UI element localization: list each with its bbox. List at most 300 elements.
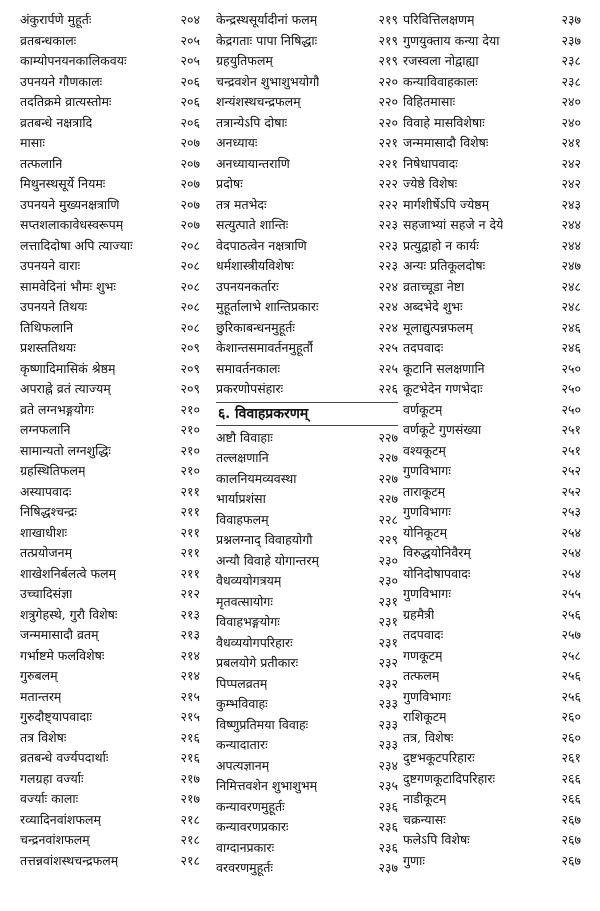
entry-title: विवाहे मासविशेषाः bbox=[403, 114, 485, 130]
contents-entry bbox=[403, 400, 581, 421]
contents-entry bbox=[20, 215, 200, 236]
contents-entry bbox=[20, 830, 200, 851]
entry-page-number: २३० bbox=[378, 552, 398, 568]
contents-entry bbox=[216, 256, 398, 277]
entry-page-number: २३१ bbox=[378, 614, 398, 629]
contents-column-3 bbox=[403, 10, 581, 871]
entry-title: ग्रहस्थितिफलम् bbox=[20, 463, 86, 478]
entry-page-number: २०७ bbox=[180, 155, 200, 171]
entry-title: अपत्यज्ञानम् bbox=[216, 757, 270, 773]
contents-entry bbox=[403, 461, 581, 482]
contents-entry bbox=[403, 72, 581, 93]
contents-entry bbox=[20, 400, 200, 421]
contents-entry bbox=[403, 543, 581, 564]
contents-entry bbox=[403, 154, 581, 175]
entry-page-number: २२७ bbox=[378, 450, 398, 465]
contents-entry bbox=[403, 748, 581, 769]
contents-entry bbox=[216, 428, 398, 449]
entry-page-number: २३८ bbox=[561, 53, 581, 68]
entry-page-number: २३७ bbox=[561, 12, 581, 27]
entry-title: वश्यकूटम् bbox=[403, 442, 446, 458]
contents-entry bbox=[20, 789, 200, 810]
entry-title: विवाहभङ्गयोगः bbox=[216, 614, 280, 629]
entry-page-number: २०८ bbox=[180, 237, 200, 253]
entry-page-number: २२४ bbox=[378, 299, 398, 314]
contents-entry bbox=[20, 359, 200, 380]
entry-page-number: २२० bbox=[378, 94, 398, 109]
entry-title: सहजाभ्यां सहजे न देये bbox=[403, 217, 504, 232]
contents-entry bbox=[403, 830, 581, 851]
entry-title: गलग्रहा वर्ज्याः bbox=[20, 770, 84, 786]
entry-title: मृतवत्सायोगः bbox=[216, 593, 273, 609]
contents-entry bbox=[20, 133, 200, 154]
entry-title: चन्द्रनवांशफलम् bbox=[20, 832, 90, 847]
entry-page-number: २२२ bbox=[378, 176, 398, 191]
entry-title: प्रकरणोपसंहारः bbox=[216, 381, 284, 396]
entry-page-number: २१३ bbox=[180, 627, 200, 642]
contents-entry bbox=[20, 31, 200, 52]
entry-page-number: २१४ bbox=[180, 668, 200, 683]
entry-title: रजस्वला नोद्वाह्या bbox=[403, 53, 479, 68]
contents-entry bbox=[216, 776, 398, 797]
contents-entry bbox=[20, 502, 200, 523]
entry-page-number: २१९ bbox=[378, 12, 398, 27]
contents-entry bbox=[20, 420, 200, 441]
contents-entry bbox=[403, 789, 581, 810]
entry-page-number: २३६ bbox=[378, 798, 398, 814]
contents-entry bbox=[20, 728, 200, 749]
entry-title: अन्यौ विवाहे योगान्तरम् bbox=[216, 552, 320, 568]
contents-entry bbox=[20, 523, 200, 544]
entry-page-number: २०७ bbox=[180, 217, 200, 232]
contents-entry bbox=[403, 564, 581, 585]
contents-entry bbox=[20, 318, 200, 339]
contents-entry bbox=[403, 502, 581, 523]
entry-page-number: २३३ bbox=[378, 716, 398, 732]
entry-title: शाखाधीशः bbox=[20, 524, 68, 540]
contents-entry bbox=[20, 154, 200, 175]
entry-title: निषिद्धश्चन्द्रः bbox=[20, 504, 77, 519]
contents-entry bbox=[216, 510, 398, 531]
entry-title: तत्प्रयोजनम् bbox=[20, 545, 73, 560]
entry-page-number: २२४ bbox=[378, 319, 398, 335]
entry-page-number: २४७ bbox=[561, 258, 581, 273]
entry-page-number: २०७ bbox=[180, 176, 200, 191]
entry-title: तत्र मतभेदः bbox=[216, 196, 267, 212]
contents-entry bbox=[216, 735, 398, 756]
contents-entry bbox=[403, 646, 581, 667]
entry-title: विहितमासाः bbox=[403, 94, 456, 109]
entry-title: विरुद्धयोनिवैरम् bbox=[403, 545, 471, 560]
contents-entry bbox=[20, 113, 200, 134]
entry-title: पिप्पलव्रतम् bbox=[216, 675, 268, 691]
entry-title: कृष्णादिमासिकं श्रेष्ठम् bbox=[20, 360, 116, 376]
entry-page-number: २५७ bbox=[561, 627, 581, 642]
contents-entry bbox=[20, 441, 200, 462]
entry-title: कन्यादातारः bbox=[216, 737, 268, 752]
entry-title: गणकूटम् bbox=[403, 647, 443, 663]
entry-page-number: २५५ bbox=[561, 586, 581, 601]
contents-entry bbox=[403, 769, 581, 790]
entry-page-number: २३७ bbox=[561, 32, 581, 48]
entry-title: निमित्तवशेन शुभाशुभम् bbox=[216, 778, 318, 793]
entry-page-number: २०५ bbox=[180, 32, 200, 48]
contents-entry bbox=[403, 728, 581, 749]
entry-page-number: २०९ bbox=[180, 381, 200, 396]
contents-entry bbox=[216, 10, 398, 31]
contents-entry bbox=[403, 810, 581, 831]
entry-page-number: २२५ bbox=[378, 340, 398, 355]
contents-entry bbox=[403, 31, 581, 52]
entry-title: प्रबलयोगे प्रतीकारः bbox=[216, 655, 299, 670]
entry-title: व्रताच्चूडा नेष्टा bbox=[403, 278, 465, 294]
entry-page-number: २२३ bbox=[378, 237, 398, 253]
entry-page-number: २३२ bbox=[378, 655, 398, 670]
entry-page-number: २५३ bbox=[561, 504, 581, 519]
contents-entry bbox=[20, 297, 200, 318]
entry-title: ग्रहयुतिफलम् bbox=[216, 53, 273, 68]
entry-page-number: २०८ bbox=[180, 299, 200, 314]
contents-entry bbox=[216, 592, 398, 613]
contents-entry bbox=[216, 379, 398, 400]
entry-page-number: २०८ bbox=[180, 258, 200, 273]
contents-entry bbox=[216, 674, 398, 695]
entry-page-number: २०९ bbox=[180, 340, 200, 355]
entry-title: सामवेदिनां भौमः शुभः bbox=[20, 278, 116, 294]
entry-title: मुहूर्तालाभे शान्तिप्रकारः bbox=[216, 299, 319, 314]
entry-title: रव्यादिनवांशफलम् bbox=[20, 811, 101, 827]
entry-title: अस्यापवादः bbox=[20, 483, 72, 499]
entry-title: मतान्तरम् bbox=[20, 688, 62, 704]
contents-entry bbox=[403, 666, 581, 687]
contents-entry bbox=[403, 51, 581, 72]
entry-page-number: २११ bbox=[180, 565, 200, 581]
entry-page-number: २११ bbox=[180, 504, 200, 519]
contents-entry bbox=[20, 92, 200, 113]
entry-page-number: २३२ bbox=[378, 675, 398, 691]
entry-title: व्रतबन्धे वर्ज्यपदार्थाः bbox=[20, 750, 109, 765]
entry-page-number: २५२ bbox=[561, 463, 581, 478]
contents-entry bbox=[20, 379, 200, 400]
entry-page-number: २१५ bbox=[180, 688, 200, 704]
entry-title: तत्रान्येऽपि दोषाः bbox=[216, 114, 288, 130]
entry-title: उपनयने तिथयः bbox=[20, 299, 88, 314]
entry-title: व्रतबन्धे नक्षत्रादि bbox=[20, 114, 93, 130]
entry-title: कालनियमव्यवस्था bbox=[216, 470, 297, 486]
entry-title: काम्योपनयनकालिकवयः bbox=[20, 53, 127, 68]
contents-entry bbox=[20, 666, 200, 687]
contents-entry bbox=[403, 256, 581, 277]
entry-page-number: २११ bbox=[180, 524, 200, 540]
entry-page-number: २२९ bbox=[378, 532, 398, 547]
entry-page-number: २६७ bbox=[561, 852, 581, 868]
entry-title: समावर्तनकालः bbox=[216, 360, 281, 376]
contents-entry bbox=[20, 256, 200, 277]
entry-page-number: २६६ bbox=[561, 791, 581, 806]
entry-title: कन्यावरणमुहूर्तः bbox=[216, 798, 285, 814]
entry-title: ग्रहमैत्री bbox=[403, 606, 435, 622]
entry-page-number: २०७ bbox=[180, 196, 200, 212]
contents-entry bbox=[20, 482, 200, 503]
entry-title: उपनयने वाराः bbox=[20, 258, 81, 273]
entry-title: गर्भाष्टमे फलविशेषः bbox=[20, 647, 105, 663]
entry-page-number: २५६ bbox=[561, 668, 581, 683]
entry-title: वैधव्ययोगपरिहारः bbox=[216, 634, 293, 650]
entry-page-number: २३३ bbox=[378, 737, 398, 752]
entry-title: मासाः bbox=[20, 135, 45, 150]
contents-entry bbox=[216, 92, 398, 113]
contents-entry bbox=[20, 707, 200, 728]
entry-title: वर्णकूटम् bbox=[403, 401, 443, 417]
contents-entry bbox=[20, 236, 200, 257]
entry-page-number: २४२ bbox=[561, 155, 581, 171]
entry-page-number: २५१ bbox=[561, 442, 581, 458]
entry-page-number: २०६ bbox=[180, 114, 200, 130]
entry-page-number: २४३ bbox=[561, 196, 581, 212]
entry-page-number: २०७ bbox=[180, 135, 200, 150]
entry-title: गुरुदौष्ट्यापवादाः bbox=[20, 709, 92, 724]
entry-title: कन्याविवाहकालः bbox=[403, 73, 478, 89]
contents-entry bbox=[20, 851, 200, 872]
entry-page-number: २१० bbox=[180, 422, 200, 437]
entry-title: कन्यावरणप्रकारः bbox=[216, 819, 289, 834]
contents-entry bbox=[403, 195, 581, 216]
contents-entry bbox=[20, 195, 200, 216]
entry-title: ताराकूटम् bbox=[403, 483, 446, 499]
contents-entry bbox=[403, 441, 581, 462]
entry-title: विष्णुप्रतिमया विवाहः bbox=[216, 716, 309, 732]
contents-entry bbox=[216, 297, 398, 318]
contents-entry bbox=[20, 461, 200, 482]
entry-title: उपनयने गौणकालः bbox=[20, 73, 103, 89]
entry-title: अनध्यायः bbox=[216, 135, 258, 150]
contents-entry bbox=[216, 715, 398, 736]
contents-entry bbox=[216, 756, 398, 777]
entry-page-number: २१८ bbox=[180, 811, 200, 827]
contents-entry bbox=[403, 482, 581, 503]
entry-page-number: २१७ bbox=[180, 770, 200, 786]
entry-page-number: २१२ bbox=[180, 586, 200, 601]
entry-page-number: २४८ bbox=[561, 278, 581, 294]
entry-title: जन्ममासादौ व्रतम् bbox=[20, 627, 99, 642]
entry-title: वरवरणमुहूर्तः bbox=[216, 860, 273, 875]
contents-entry bbox=[216, 448, 398, 469]
entry-page-number: २१७ bbox=[180, 791, 200, 806]
entry-title: केद्रगताः पापा निषिद्धाः bbox=[216, 32, 318, 48]
entry-page-number: २०४ bbox=[180, 12, 200, 27]
entry-title: गुणविभागः bbox=[403, 504, 451, 519]
entry-page-number: २५६ bbox=[561, 688, 581, 704]
entry-title: अब्दभेदे शुभः bbox=[403, 299, 463, 314]
entry-title: तदपवादः bbox=[403, 340, 444, 355]
contents-entry bbox=[403, 277, 581, 298]
contents-entry bbox=[403, 523, 581, 544]
entry-title: मिथुनस्थसूर्ये नियमः bbox=[20, 176, 106, 191]
contents-entry bbox=[216, 797, 398, 818]
contents-column-1 bbox=[20, 10, 200, 871]
entry-page-number: २५६ bbox=[561, 606, 581, 622]
entry-page-number: २१० bbox=[180, 442, 200, 458]
entry-page-number: २१६ bbox=[180, 750, 200, 765]
entry-page-number: २०५ bbox=[180, 53, 200, 68]
entry-page-number: २२६ bbox=[378, 381, 398, 396]
entry-page-number: २३४ bbox=[378, 757, 398, 773]
entry-title: नाडीकूटम् bbox=[403, 791, 447, 806]
contents-entry bbox=[403, 687, 581, 708]
entry-page-number: २१८ bbox=[180, 852, 200, 868]
contents-entry bbox=[403, 359, 581, 380]
contents-entry bbox=[20, 10, 200, 31]
entry-title: निषेधापवादः bbox=[403, 155, 458, 171]
contents-entry bbox=[20, 646, 200, 667]
entry-page-number: २०६ bbox=[180, 73, 200, 89]
contents-entry bbox=[216, 277, 398, 298]
entry-page-number: २६० bbox=[561, 729, 581, 745]
entry-page-number: २२३ bbox=[378, 217, 398, 232]
entry-page-number: २२० bbox=[378, 114, 398, 130]
entry-page-number: २२१ bbox=[378, 155, 398, 171]
entry-title: विवाहफलम् bbox=[216, 511, 269, 527]
entry-page-number: २५४ bbox=[561, 565, 581, 581]
entry-title: व्रते लग्नभङ्गयोगः bbox=[20, 401, 94, 417]
contents-entry bbox=[216, 318, 398, 339]
entry-page-number: २५० bbox=[561, 401, 581, 417]
contents-entry bbox=[20, 174, 200, 195]
contents-entry bbox=[403, 420, 581, 441]
entry-page-number: २५० bbox=[561, 360, 581, 376]
entry-page-number: २०६ bbox=[180, 94, 200, 109]
entry-title: वेदपाठत्वेन नक्षत्राणि bbox=[216, 237, 307, 253]
contents-entry bbox=[20, 338, 200, 359]
entry-page-number: २०८ bbox=[180, 278, 200, 294]
entry-title: चन्द्रवशेन शुभाशुभयोगौ bbox=[216, 73, 320, 89]
entry-page-number: २१९ bbox=[378, 53, 398, 68]
contents-entry bbox=[403, 215, 581, 236]
entry-page-number: २०८ bbox=[180, 319, 200, 335]
entry-title: गुणविभागः bbox=[403, 688, 451, 704]
entry-title: तिथिफलानि bbox=[20, 319, 74, 335]
contents-entry bbox=[403, 584, 581, 605]
entry-title: गुणयुक्ताय कन्या देया bbox=[403, 32, 500, 48]
entry-page-number: २२७ bbox=[378, 491, 398, 506]
contents-entry bbox=[403, 236, 581, 257]
entry-page-number: २१० bbox=[180, 401, 200, 417]
entry-title: उपनयनकर्तारः bbox=[216, 278, 279, 294]
entry-title: तदपवादः bbox=[403, 627, 444, 642]
entry-title: गुणविभागः bbox=[403, 463, 451, 478]
entry-title: गुरुबलम् bbox=[20, 668, 58, 683]
entry-page-number: २४२ bbox=[561, 176, 581, 191]
contents-entry bbox=[216, 72, 398, 93]
entry-title: कूटानि सलक्षणानि bbox=[403, 360, 485, 376]
entry-page-number: २६६ bbox=[561, 770, 581, 786]
entry-title: वाग्दानप्रकारः bbox=[216, 839, 275, 855]
contents-entry bbox=[20, 543, 200, 564]
entry-page-number: २५४ bbox=[561, 545, 581, 560]
contents-entry bbox=[216, 612, 398, 633]
contents-entry bbox=[20, 810, 200, 831]
entry-title: वैधव्ययोगत्रयम् bbox=[216, 573, 282, 588]
contents-entry bbox=[216, 838, 398, 859]
contents-entry bbox=[216, 174, 398, 195]
contents-entry bbox=[216, 694, 398, 715]
entry-title: तत्र विशेषः bbox=[20, 729, 67, 745]
contents-entry bbox=[403, 851, 581, 872]
entry-title: तत्फलम् bbox=[403, 668, 440, 683]
contents-entry bbox=[216, 236, 398, 257]
entry-page-number: २६७ bbox=[561, 811, 581, 827]
entry-page-number: २१९ bbox=[378, 32, 398, 48]
entry-title: अपराह्ने व्रतं त्याज्यम् bbox=[20, 381, 111, 396]
contents-entry bbox=[403, 92, 581, 113]
entry-page-number: २२५ bbox=[378, 360, 398, 376]
entry-page-number: २४१ bbox=[561, 135, 581, 150]
entry-title: वर्ज्याः कालाः bbox=[20, 791, 79, 806]
entry-page-number: २३६ bbox=[378, 839, 398, 855]
contents-entry bbox=[216, 195, 398, 216]
entry-title: लग्नफलानि bbox=[20, 422, 71, 437]
contents-entry bbox=[216, 571, 398, 592]
entry-page-number: २२० bbox=[378, 73, 398, 89]
contents-entry bbox=[216, 31, 398, 52]
entry-title: अनध्यायान्तराणि bbox=[216, 155, 290, 171]
entry-page-number: २४४ bbox=[561, 237, 581, 253]
entry-title: फलेऽपि विशेषः bbox=[403, 832, 470, 847]
entry-title: तत्तन्नवांशस्थचन्द्रफलम् bbox=[20, 852, 119, 868]
contents-entry bbox=[20, 687, 200, 708]
entry-title: दुष्टभकूटपरिहारः bbox=[403, 750, 475, 765]
contents-entry bbox=[20, 564, 200, 585]
entry-page-number: २२२ bbox=[378, 196, 398, 212]
entry-title: उच्चादिसंज्ञा bbox=[20, 586, 73, 601]
contents-entry bbox=[216, 359, 398, 380]
contents-entry bbox=[403, 297, 581, 318]
entry-page-number: २१३ bbox=[180, 606, 200, 622]
entry-title: अंकुरार्पणे मुहूर्तः bbox=[20, 12, 92, 27]
contents-entry bbox=[403, 174, 581, 195]
contents-entry bbox=[216, 530, 398, 551]
entry-title: तत्फलानि bbox=[20, 155, 63, 171]
contents-entry bbox=[20, 769, 200, 790]
entry-page-number: २१० bbox=[180, 463, 200, 478]
contents-entry bbox=[20, 625, 200, 646]
contents-entry bbox=[216, 817, 398, 838]
entry-title: तल्लक्षणानि bbox=[216, 450, 269, 465]
entry-title: मार्गशीर्षेऽपि ज्येष्ठम् bbox=[403, 196, 490, 212]
entry-title: प्रदोषः bbox=[216, 176, 243, 191]
entry-page-number: २३८ bbox=[561, 73, 581, 89]
entry-page-number: २४४ bbox=[561, 217, 581, 232]
entry-page-number: २४८ bbox=[561, 299, 581, 314]
entry-page-number: २३७ bbox=[378, 860, 398, 875]
entry-page-number: २५१ bbox=[561, 422, 581, 437]
entry-title: चक्रन्यासः bbox=[403, 811, 446, 827]
entry-title: छुरिकाबन्धनमुहूर्तः bbox=[216, 319, 295, 335]
entry-page-number: २५० bbox=[561, 381, 581, 396]
entry-page-number: २११ bbox=[180, 545, 200, 560]
contents-entry bbox=[20, 605, 200, 626]
contents-entry bbox=[403, 318, 581, 339]
contents-entry bbox=[216, 133, 398, 154]
contents-entry bbox=[403, 338, 581, 359]
entry-page-number: २४० bbox=[561, 114, 581, 130]
entry-title: प्रश्नलग्नाद् विवाहयोगौ bbox=[216, 532, 313, 547]
contents-column-2 bbox=[216, 10, 398, 879]
contents-entry bbox=[216, 215, 398, 236]
entry-title: कुम्भविवाहः bbox=[216, 696, 268, 711]
contents-entry bbox=[216, 858, 398, 879]
entry-title: अन्यः प्रतिकूलदोषः bbox=[403, 258, 486, 273]
